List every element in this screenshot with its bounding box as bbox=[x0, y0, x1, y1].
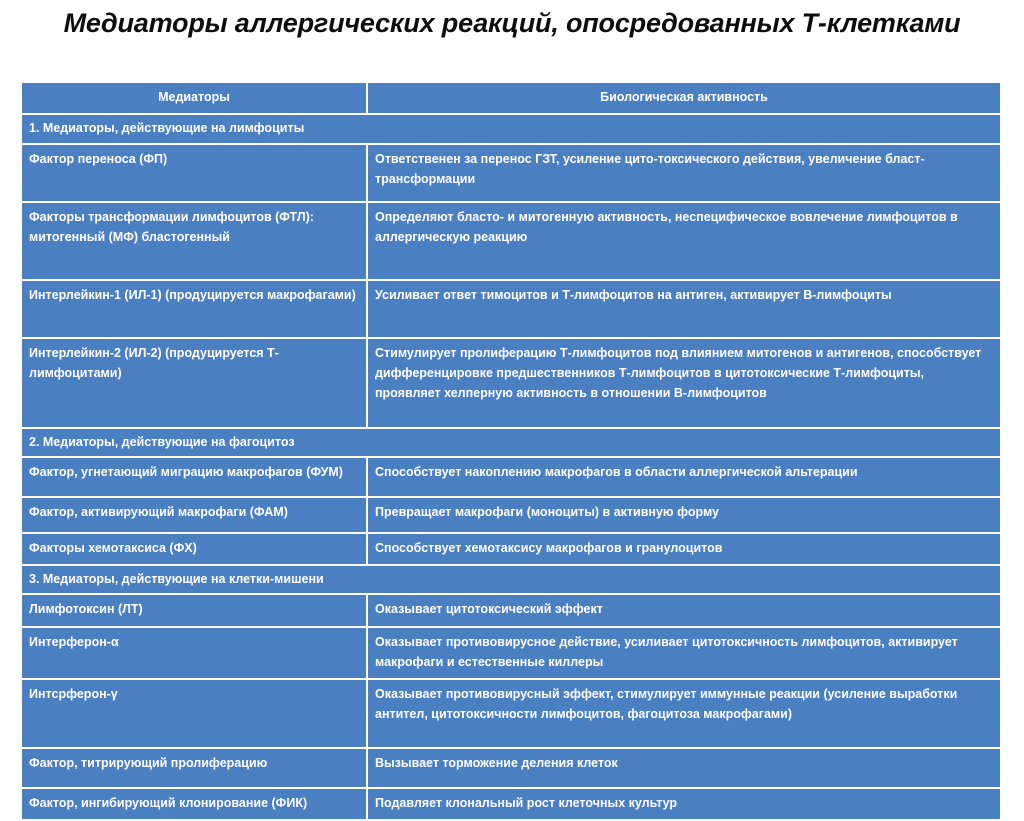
column-header-activity: Биологическая активность bbox=[368, 83, 1000, 113]
activity-cell: Усиливает ответ тимоцитов и Т-лимфоцитов на антиген, активирует В-лимфоциты bbox=[368, 281, 1000, 337]
table-row bbox=[22, 749, 1000, 787]
table-row bbox=[22, 498, 1000, 532]
table-row bbox=[22, 281, 1000, 337]
activity-cell: Определяют бласто- и митогенную активность, неспецифическое вовлечение лимфоцитов в аллергическую реакцию bbox=[368, 203, 1000, 279]
mediators-table bbox=[22, 81, 1000, 821]
table-section-row bbox=[22, 566, 1000, 593]
activity-cell: Вызывает торможение деления клеток bbox=[368, 749, 1000, 787]
mediators-table-container bbox=[22, 81, 1000, 821]
column-header-mediators: Медиаторы bbox=[22, 83, 368, 113]
table-row bbox=[22, 595, 1000, 625]
table-row bbox=[22, 458, 1000, 496]
table-section-row bbox=[22, 115, 1000, 142]
mediator-cell: Интерлейкин-2 (ИЛ-2) (продуцируется Т-лимфоцитами) bbox=[22, 339, 368, 427]
activity-cell: Оказывает противовирусное действие, усиливает цитотоксичность лимфоцитов, активирует макрофаги и естественные киллеры bbox=[368, 628, 1000, 679]
activity-cell: Оказывает противовирусный эффект, стимулирует иммунные реакции (усиление выработки антител, цитотоксичности лимфоцитов, фагоцитоза макрофагами) bbox=[368, 680, 1000, 747]
table-row bbox=[22, 203, 1000, 279]
page-title: Медиаторы аллергических реакций, опосредованных Т-клетками bbox=[63, 8, 961, 38]
mediator-cell: Интерферон-α bbox=[22, 628, 368, 679]
mediator-cell: Факторы трансформации лимфоцитов (ФТЛ): митогенный (МФ) бластогенный bbox=[22, 203, 368, 279]
table-row bbox=[22, 680, 1000, 747]
activity-cell: Ответственен за перенос ГЗТ, усиление цито-токсического действия, увеличение бласт-трансформации bbox=[368, 145, 1000, 201]
activity-cell: Способствует накоплению макрофагов в области аллергической альтерации bbox=[368, 458, 1000, 496]
section-label: 3. Медиаторы, действующие на клетки-мишени bbox=[22, 566, 1000, 593]
section-label: 1. Медиаторы, действующие на лимфоциты bbox=[22, 115, 1000, 142]
mediator-cell: Интерлейкин-1 (ИЛ-1) (продуцируется макрофагами) bbox=[22, 281, 368, 337]
table-body bbox=[22, 115, 1000, 819]
activity-cell: Превращает макрофаги (моноциты) в активную форму bbox=[368, 498, 1000, 532]
table-section-row bbox=[22, 429, 1000, 456]
mediator-cell: Лимфотоксин (ЛТ) bbox=[22, 595, 368, 625]
table-row bbox=[22, 628, 1000, 679]
table-row bbox=[22, 145, 1000, 201]
activity-cell: Стимулирует пролиферацию Т-лимфоцитов под влиянием митогенов и антигенов, способствует дифференцировке предшественников Т-лимфоцитов в цитотоксические Т-лимфоциты, проявляет хелперную активность в отношении В-лимфоцитов bbox=[368, 339, 1000, 427]
table-row bbox=[22, 339, 1000, 427]
table-header bbox=[22, 83, 1000, 113]
table-row bbox=[22, 534, 1000, 564]
mediator-cell: Фактор переноса (ФП) bbox=[22, 145, 368, 201]
mediator-cell: Фактор, титрирующий пролиферацию bbox=[22, 749, 368, 787]
table-header-row bbox=[22, 83, 1000, 113]
activity-cell: Способствует хемотаксису макрофагов и гранулоцитов bbox=[368, 534, 1000, 564]
mediator-cell: Факторы хемотаксиса (ФХ) bbox=[22, 534, 368, 564]
mediator-cell: Фактор, активирующий макрофаги (ФАМ) bbox=[22, 498, 368, 532]
mediator-cell: Фактор, ингибирующий клонирование (ФИК) bbox=[22, 789, 368, 819]
activity-cell: Подавляет клональный рост клеточных культур bbox=[368, 789, 1000, 819]
mediator-cell: Фактор, угнетающий миграцию макрофагов (ФУМ) bbox=[22, 458, 368, 496]
table-row bbox=[22, 789, 1000, 819]
section-label: 2. Медиаторы, действующие на фагоцитоз bbox=[22, 429, 1000, 456]
activity-cell: Оказывает цитотоксический эффект bbox=[368, 595, 1000, 625]
mediator-cell: Интсрферон-γ bbox=[22, 680, 368, 747]
